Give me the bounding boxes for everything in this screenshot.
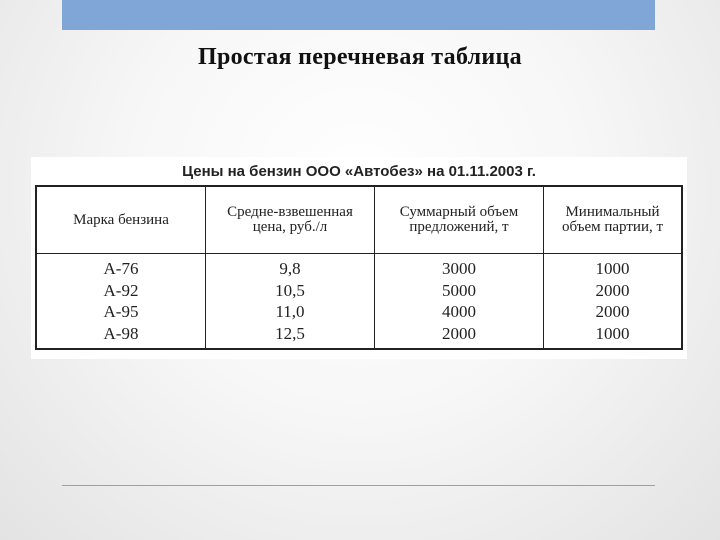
table-row — [36, 254, 682, 280]
column-header-min-lot: Минимальный объем партии, т — [544, 186, 683, 254]
table-row — [36, 323, 682, 350]
cell-price: 11,0 — [206, 301, 375, 323]
column-header-price: Средне-взвешенная цена, руб./л — [206, 186, 375, 254]
cell-min-lot: 1000 — [544, 323, 683, 350]
slide-title: Простая перечневая таблица — [198, 44, 522, 70]
cell-total-volume: 5000 — [375, 280, 544, 302]
cell-min-lot: 2000 — [544, 280, 683, 302]
cell-min-lot: 1000 — [544, 254, 683, 280]
cell-brand: А-76 — [36, 254, 206, 280]
table-header-row — [36, 186, 682, 254]
bottom-divider-line — [62, 485, 655, 486]
table-row — [36, 301, 682, 323]
column-header-total-volume: Суммарный объем предложений, т — [375, 186, 544, 254]
cell-price: 10,5 — [206, 280, 375, 302]
top-accent-bar — [62, 0, 655, 30]
cell-min-lot: 2000 — [544, 301, 683, 323]
cell-price: 12,5 — [206, 323, 375, 350]
table-caption: Цены на бензин ООО «Автобез» на 01.11.2003 г. — [182, 163, 536, 180]
cell-total-volume: 3000 — [375, 254, 544, 280]
table-row — [36, 280, 682, 302]
price-table — [35, 185, 683, 350]
price-table-figure — [31, 157, 687, 359]
column-header-brand: Марка бензина — [36, 186, 206, 254]
cell-brand: А-98 — [36, 323, 206, 350]
cell-total-volume: 4000 — [375, 301, 544, 323]
cell-price: 9,8 — [206, 254, 375, 280]
cell-brand: А-92 — [36, 280, 206, 302]
cell-total-volume: 2000 — [375, 323, 544, 350]
cell-brand: А-95 — [36, 301, 206, 323]
